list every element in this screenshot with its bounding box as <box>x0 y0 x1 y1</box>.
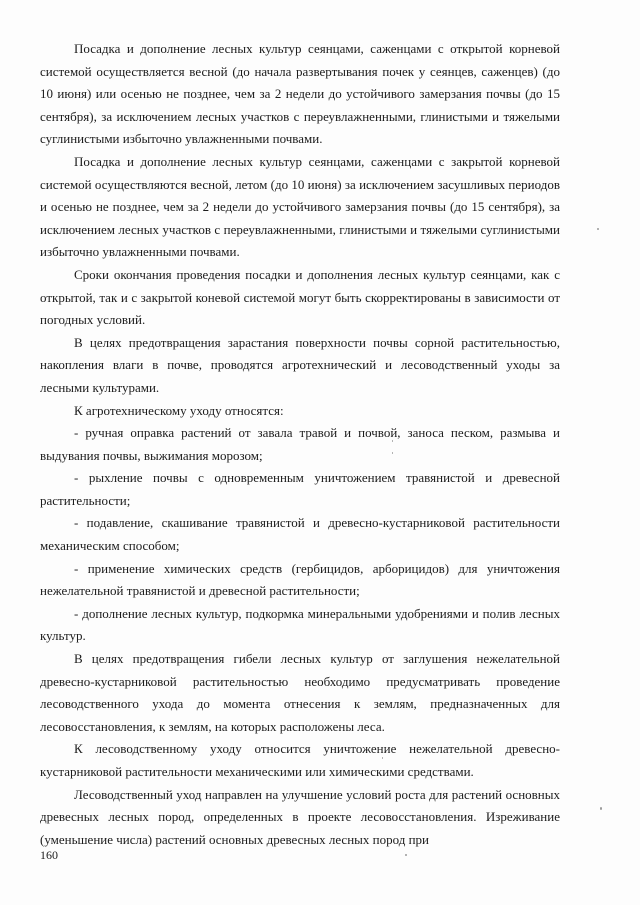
scan-speck <box>392 440 393 442</box>
scan-speck <box>405 854 407 856</box>
scan-speck <box>600 807 602 810</box>
paragraph-deadlines: Сроки окончания проведения посадки и дополнения лесных культур сеянцами, как с открытой, так и с закрытой коневой системой могут быть скорректированы в зависимости от погодных условий. <box>40 266 560 328</box>
list-item-manual-clearing: - ручная оправка растений от завала травой и почвой, заноса песком, размыва и выдувания почвы, выжимания морозом; <box>40 425 560 463</box>
paragraph-agrotechnical-intro: К агротехническому уходу относятся: <box>74 402 284 418</box>
body-text <box>40 38 560 851</box>
scan-speck <box>597 228 599 230</box>
paragraph-silvicultural-definition: К лесоводственному уходу относится уничтожение нежелательной древесно-кустарниковой растительности механическими или химическими средствами. <box>40 741 560 779</box>
page-number: 160 <box>40 848 58 862</box>
list-item-chemicals: - применение химических средств (гербицидов, арборицидов) для уничтожения нежелательной травянистой и древесной растительности; <box>40 560 560 599</box>
list-item-supplementing: - дополнение лесных культур, подкормка минеральными удобрениями и полив лесных культур. <box>40 605 560 644</box>
paragraph-weed-prevention: В целях предотвращения зарастания поверхности почвы сорной растительностью, накопления влаги в почве, проводятся агротехнический и лесоводственный уходы за лесными культурами. <box>40 334 560 395</box>
paragraph-closed-root-planting: Посадка и дополнение лесных культур сеянцами, саженцами с закрытой корневой системой осуществляются весной, летом (до 10 июня) за исключением засушливых периодов и осенью не позднее, чем за 2 недели до устойчивого замерзания почвы (до 15 сентября), за исключением лесных участков с переувлажненными, глинистыми и тяжелыми суглинистыми избыточно увлажненными почвами. <box>40 153 560 260</box>
paragraph-silvicultural-purpose: Лесоводственный уход направлен на улучшение условий роста для растений основных древесных лесных пород, определенных в проекте лесовосстановления. Изреживание (уменьшение числа) растений основных древесных лесных пород при <box>40 786 560 847</box>
list-item-loosening: - рыхление почвы с одновременным уничтожением травянистой и древесной растительности; <box>40 470 560 508</box>
list-item-mowing: - подавление, скашивание травянистой и древесно-кустарниковой растительности механическим способом; <box>40 515 560 554</box>
paragraph-suppression-prevention: В целях предотвращения гибели лесных культур от заглушения нежелательной древесно-кустарниковой растительностью необходимо предусматривать проведение лесоводственного ухода до момента отнесения к землям, предназначенных для лесовосстановления, к землям, на которых расположены леса. <box>40 651 560 734</box>
scan-speck <box>382 757 383 759</box>
scan-speck <box>392 452 393 454</box>
paragraph-open-root-planting: Посадка и дополнение лесных культур сеянцами, саженцами с открытой корневой системой осуществляется весной (до начала развертывания почек у сеянцев, саженцев) (до 10 июня) или осенью не позднее, чем за 2 недели до устойчивого замерзания почвы (до 15 сентября), за исключением лесных участков с переувлажненными, глинистыми и тяжелыми суглинистыми избыточно увлажненными почвами. <box>40 41 560 147</box>
